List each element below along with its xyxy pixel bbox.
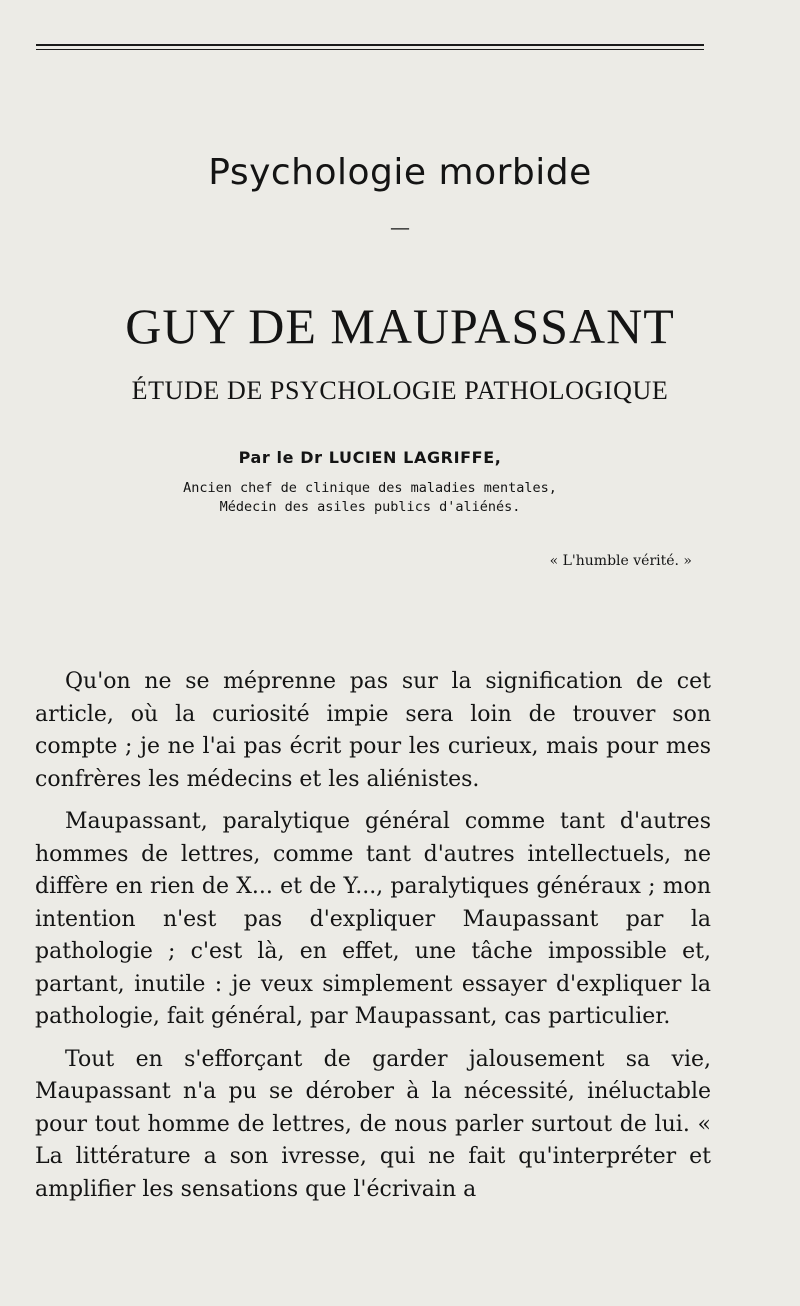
author-credential: Ancien chef de clinique des maladies mentales,	[183, 480, 557, 496]
author-byline: Par le Dr LUCIEN LAGRIFFE,	[238, 448, 502, 467]
section-title: Psychologie morbide	[208, 152, 592, 193]
top-rule	[36, 44, 704, 46]
article-title: GUY DE MAUPASSANT	[125, 298, 675, 354]
article-body	[35, 666, 711, 1216]
epigraph: « L'humble vérité. »	[549, 553, 692, 569]
paragraph: Tout en s'efforçant de garder jalousement sa vie, Maupassant n'a pu se dérober à la nécessité, inéluctable pour tout homme de lettres, de nous parler surtout de lui. « La littérature a son ivresse, qui ne fait qu'interpréter et amplifier les sensations que l'écrivain a	[35, 1046, 711, 1202]
top-rule-thin	[36, 49, 704, 50]
article-subtitle: ÉTUDE DE PSYCHOLOGIE PATHOLOGIQUE	[131, 376, 669, 405]
paragraph: Qu'on ne se méprenne pas sur la signification de cet article, où la curiosité impie sera loin de trouver son compte ; je ne l'ai pas écrit pour les curieux, mais pour mes confrères les médecins et les aliénistes.	[35, 669, 711, 792]
title-separator: —	[390, 215, 410, 239]
author-credential: Médecin des asiles publics d'aliénés.	[219, 499, 521, 515]
paragraph: Maupassant, paralytique général comme tant d'autres hommes de lettres, comme tant d'autres intellectuels, ne diffère en rien de X... et de Y..., paralytiques généraux ; mon intention n'est pas d'expliquer Maupassant par la pathologie ; c'est là, en effet, une tâche impossible et, partant, inutile : je veux simplement essayer d'expliquer la pathologie, fait général, par Maupassant, cas particulier.	[35, 809, 711, 1029]
